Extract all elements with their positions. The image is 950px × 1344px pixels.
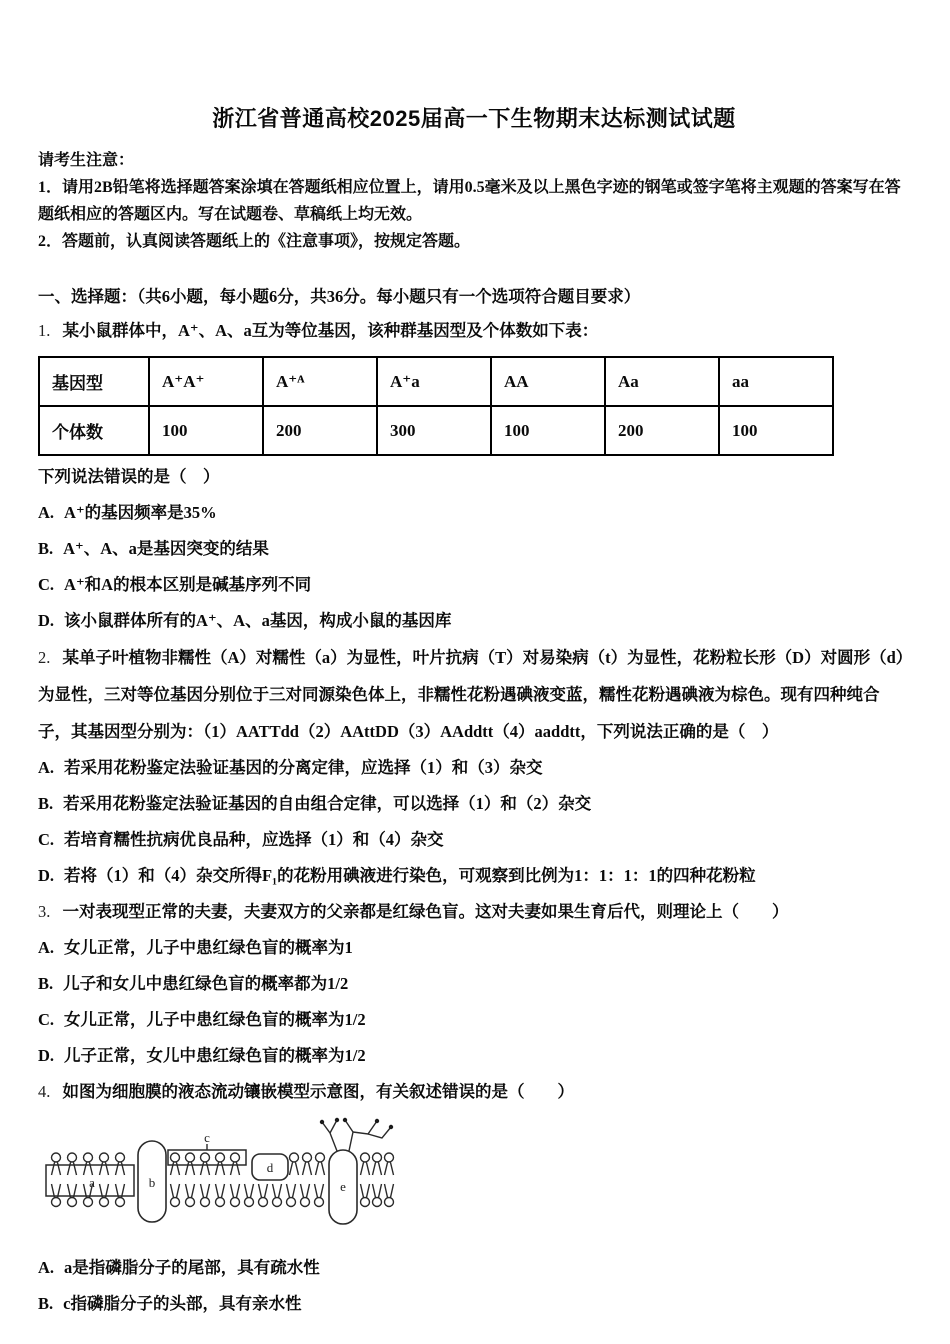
diagram-label-e: e [340,1179,346,1194]
table-header-row [39,357,833,406]
question-1-stem-text: 某小鼠群体中，A⁺、A、a互为等位基因，该种群基因型及个体数如下表： [62,321,599,340]
question-4-stem-text: 如图为细胞膜的液态流动镶嵌模型示意图，有关叙述错误的是（ ） [62,1082,574,1101]
question-4-option-b [38,1286,910,1322]
option-text: c指磷脂分子的头部，具有亲水性 [63,1294,302,1313]
option-text: 若将（1）和（4）杂交所得F₁的花粉用碘液进行染色，可观察到比例为1：1：1：1的四种花粉粒 [64,866,756,885]
option-text: a是指磷脂分子的尾部，具有疏水性 [64,1258,320,1277]
question-3-option-c [38,1002,910,1038]
option-label: C. [38,1010,55,1029]
question-1-option-c [38,567,910,603]
question-2-option-c [38,822,910,858]
table-cell: aa [719,357,833,406]
option-label: B. [38,974,54,993]
membrane-diagram [44,1116,910,1230]
option-label: D. [38,1046,55,1065]
cell-membrane-fluid-mosaic-svg [44,1116,404,1230]
question-4-stem [38,1074,910,1110]
option-text: 该小鼠群体所有的A⁺、A、a基因，构成小鼠的基因库 [64,611,452,630]
question-1-stem2: 下列说法错误的是（ ） [38,467,220,486]
question-2-option-d [38,858,910,894]
question-3-stem-text: 一对表现型正常的夫妻，夫妻双方的父亲都是红绿色盲。这对夫妻如果生育后代，则理论上（ ） [62,902,789,921]
option-text: 若采用花粉鉴定法验证基因的分离定律，应选择（1）和（3）杂交 [64,758,543,777]
table-cell: 100 [719,406,833,455]
carbohydrate-chains [320,1118,393,1151]
notice-heading: 请考生注意： [38,152,135,169]
option-label: A. [38,938,55,957]
table-cell: 基因型 [39,357,149,406]
option-text: 若培育糯性抗病优良品种，应选择（1）和（4）杂交 [64,830,444,849]
question-1-number: 1. [38,321,51,340]
option-label: D. [38,611,55,630]
option-label: C. [38,830,55,849]
option-text: A⁺、A、a是基因突变的结果 [63,539,269,558]
question-4-number: 4. [38,1082,51,1101]
option-label: D. [38,866,55,885]
option-text: 儿子和女儿中患红绿色盲的概率都为1/2 [63,974,349,993]
table-cell: 300 [377,406,491,455]
question-2-stem-text: 某单子叶植物非糯性（A）对糯性（a）为显性，叶片抗病（T）对易染病（t）为显性，花粉粒长形（D）对圆形（d）为显性，三对等位基因分别位于三对同源染色体上，非糯性花粉遇碘液变蓝，糯性花粉遇碘液为棕色。现有四种纯合子，其基因型分别为：（1）AATTdd（2）AAttDD（3）AAddtt（4）aaddtt，下列说法正确的是（ ） [38,648,905,741]
table-cell: 200 [605,406,719,455]
option-label: B. [38,1294,54,1313]
table-cell: A⁺a [377,357,491,406]
table-cell: A⁺A⁺ [149,357,263,406]
option-label: B. [38,539,54,558]
table-value-row [39,406,833,455]
diagram-label-d: d [266,1160,274,1175]
option-text: 女儿正常，儿子中患红绿色盲的概率为1/2 [64,1010,366,1029]
diagram-label-c: c [204,1130,210,1145]
question-3-option-b [38,966,910,1002]
diagram-label-b: b [148,1175,156,1190]
option-text: 若采用花粉鉴定法验证基因的自由组合定律，可以选择（1）和（2）杂交 [63,794,592,813]
question-1-option-b [38,531,910,567]
option-label: B. [38,794,54,813]
question-3-stem [38,894,910,930]
option-text: 儿子正常，女儿中患红绿色盲的概率为1/2 [64,1046,366,1065]
option-label: C. [38,575,55,594]
notice-item-2: 2．答题前，认真阅读答题纸上的《注意事项》，按规定答题。 [38,233,471,250]
question-2-stem [38,639,910,750]
notice-item-1: 1．请用2B铅笔将选择题答案涂填在答题纸相应位置上，请用0.5毫米及以上黑色字迹的钢笔或签字笔将主观题的答案写在答题纸相应的答题区内。写在试题卷、草稿纸上均无效。 [38,179,901,223]
option-text: 女儿正常，儿子中患红绿色盲的概率为1 [64,938,353,957]
option-label: A. [38,503,55,522]
table-cell: 个体数 [39,406,149,455]
question-4-option-a [38,1250,910,1286]
table-cell: 100 [491,406,605,455]
option-label: A. [38,758,55,777]
question-2-number: 2. [38,648,51,667]
question-1-option-a [38,495,910,531]
question-1-stem [38,313,910,349]
question-3-option-d [38,1038,910,1074]
question-2-option-b [38,786,910,822]
table-cell: Aa [605,357,719,406]
page-title: 浙江省普通高校2025届高一下生物期末达标测试试题 [212,106,736,131]
table-cell: A⁺ᴬ [263,357,377,406]
question-1-option-d [38,603,910,639]
table-cell: 200 [263,406,377,455]
genotype-table [38,356,834,456]
option-label: A. [38,1258,55,1277]
section-heading: 一、选择题：（共6小题，每小题6分，共36分。每小题只有一个选项符合题目要求） [38,287,641,306]
diagram-label-a: a [89,1175,95,1190]
table-cell: AA [491,357,605,406]
option-text: A⁺的基因频率是35% [64,503,217,522]
table-cell: 100 [149,406,263,455]
question-3-option-a [38,930,910,966]
option-text: A⁺和A的根本区别是碱基序列不同 [64,575,312,594]
notice-block [38,147,910,255]
question-2-option-a [38,750,910,786]
question-3-number: 3. [38,902,51,921]
